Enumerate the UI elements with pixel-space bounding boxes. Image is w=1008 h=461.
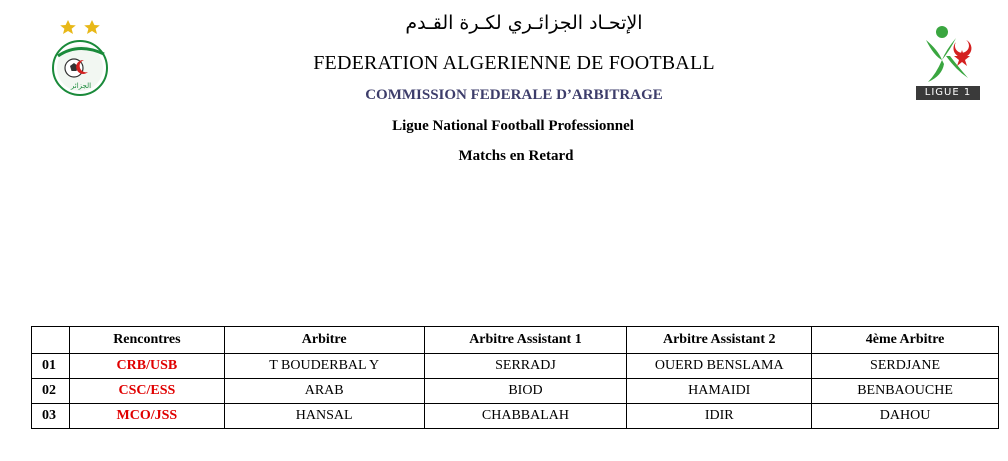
arbitre-cell: T BOUDERBAL Y xyxy=(224,354,424,379)
row-number: 02 xyxy=(32,379,70,404)
col-header-assistant2: Arbitre Assistant 2 xyxy=(627,327,812,354)
federation-title: FEDERATION ALGERIENNE DE FOOTBALL xyxy=(313,52,715,74)
table-row xyxy=(32,404,999,429)
fourth-cell: SERDJANE xyxy=(812,354,999,379)
assistant1-cell: BIOD xyxy=(424,379,627,404)
match-cell: MCO/JSS xyxy=(69,404,224,429)
col-header-fourth: 4ème Arbitre xyxy=(812,327,999,354)
arabic-title: الإتحـاد الجزائـري لكـرة القـدم xyxy=(405,12,643,34)
row-number: 01 xyxy=(32,354,70,379)
svg-text:الجزائر: الجزائر xyxy=(70,82,92,90)
match-cell: CSC/ESS xyxy=(69,379,224,404)
col-header-assistant1: Arbitre Assistant 1 xyxy=(424,327,627,354)
assistant2-cell: IDIR xyxy=(627,404,812,429)
assistant2-cell: HAMAIDI xyxy=(627,379,812,404)
assistant2-cell: OUERD BENSLAMA xyxy=(627,354,812,379)
assistant1-cell: SERRADJ xyxy=(424,354,627,379)
match-cell: CRB/USB xyxy=(69,354,224,379)
arbitre-cell: ARAB xyxy=(224,379,424,404)
table-header-row xyxy=(32,327,999,354)
arbitre-cell: HANSAL xyxy=(224,404,424,429)
commission-title: COMMISSION FEDERALE D’ARBITRAGE xyxy=(365,87,663,103)
col-header-num xyxy=(32,327,70,354)
assistant1-cell: CHABBALAH xyxy=(424,404,627,429)
matches-subtitle: Matchs en Retard xyxy=(458,148,574,164)
league-name: Ligue National Football Professionnel xyxy=(392,118,634,134)
ligue1-badge: LIGUE 1 xyxy=(916,86,980,100)
table-row xyxy=(32,379,999,404)
col-header-rencontres: Rencontres xyxy=(69,327,224,354)
col-header-arbitre: Arbitre xyxy=(224,327,424,354)
referee-table xyxy=(31,326,999,429)
fourth-cell: BENBAOUCHE xyxy=(812,379,999,404)
fourth-cell: DAHOU xyxy=(812,404,999,429)
row-number: 03 xyxy=(32,404,70,429)
table-row xyxy=(32,354,999,379)
